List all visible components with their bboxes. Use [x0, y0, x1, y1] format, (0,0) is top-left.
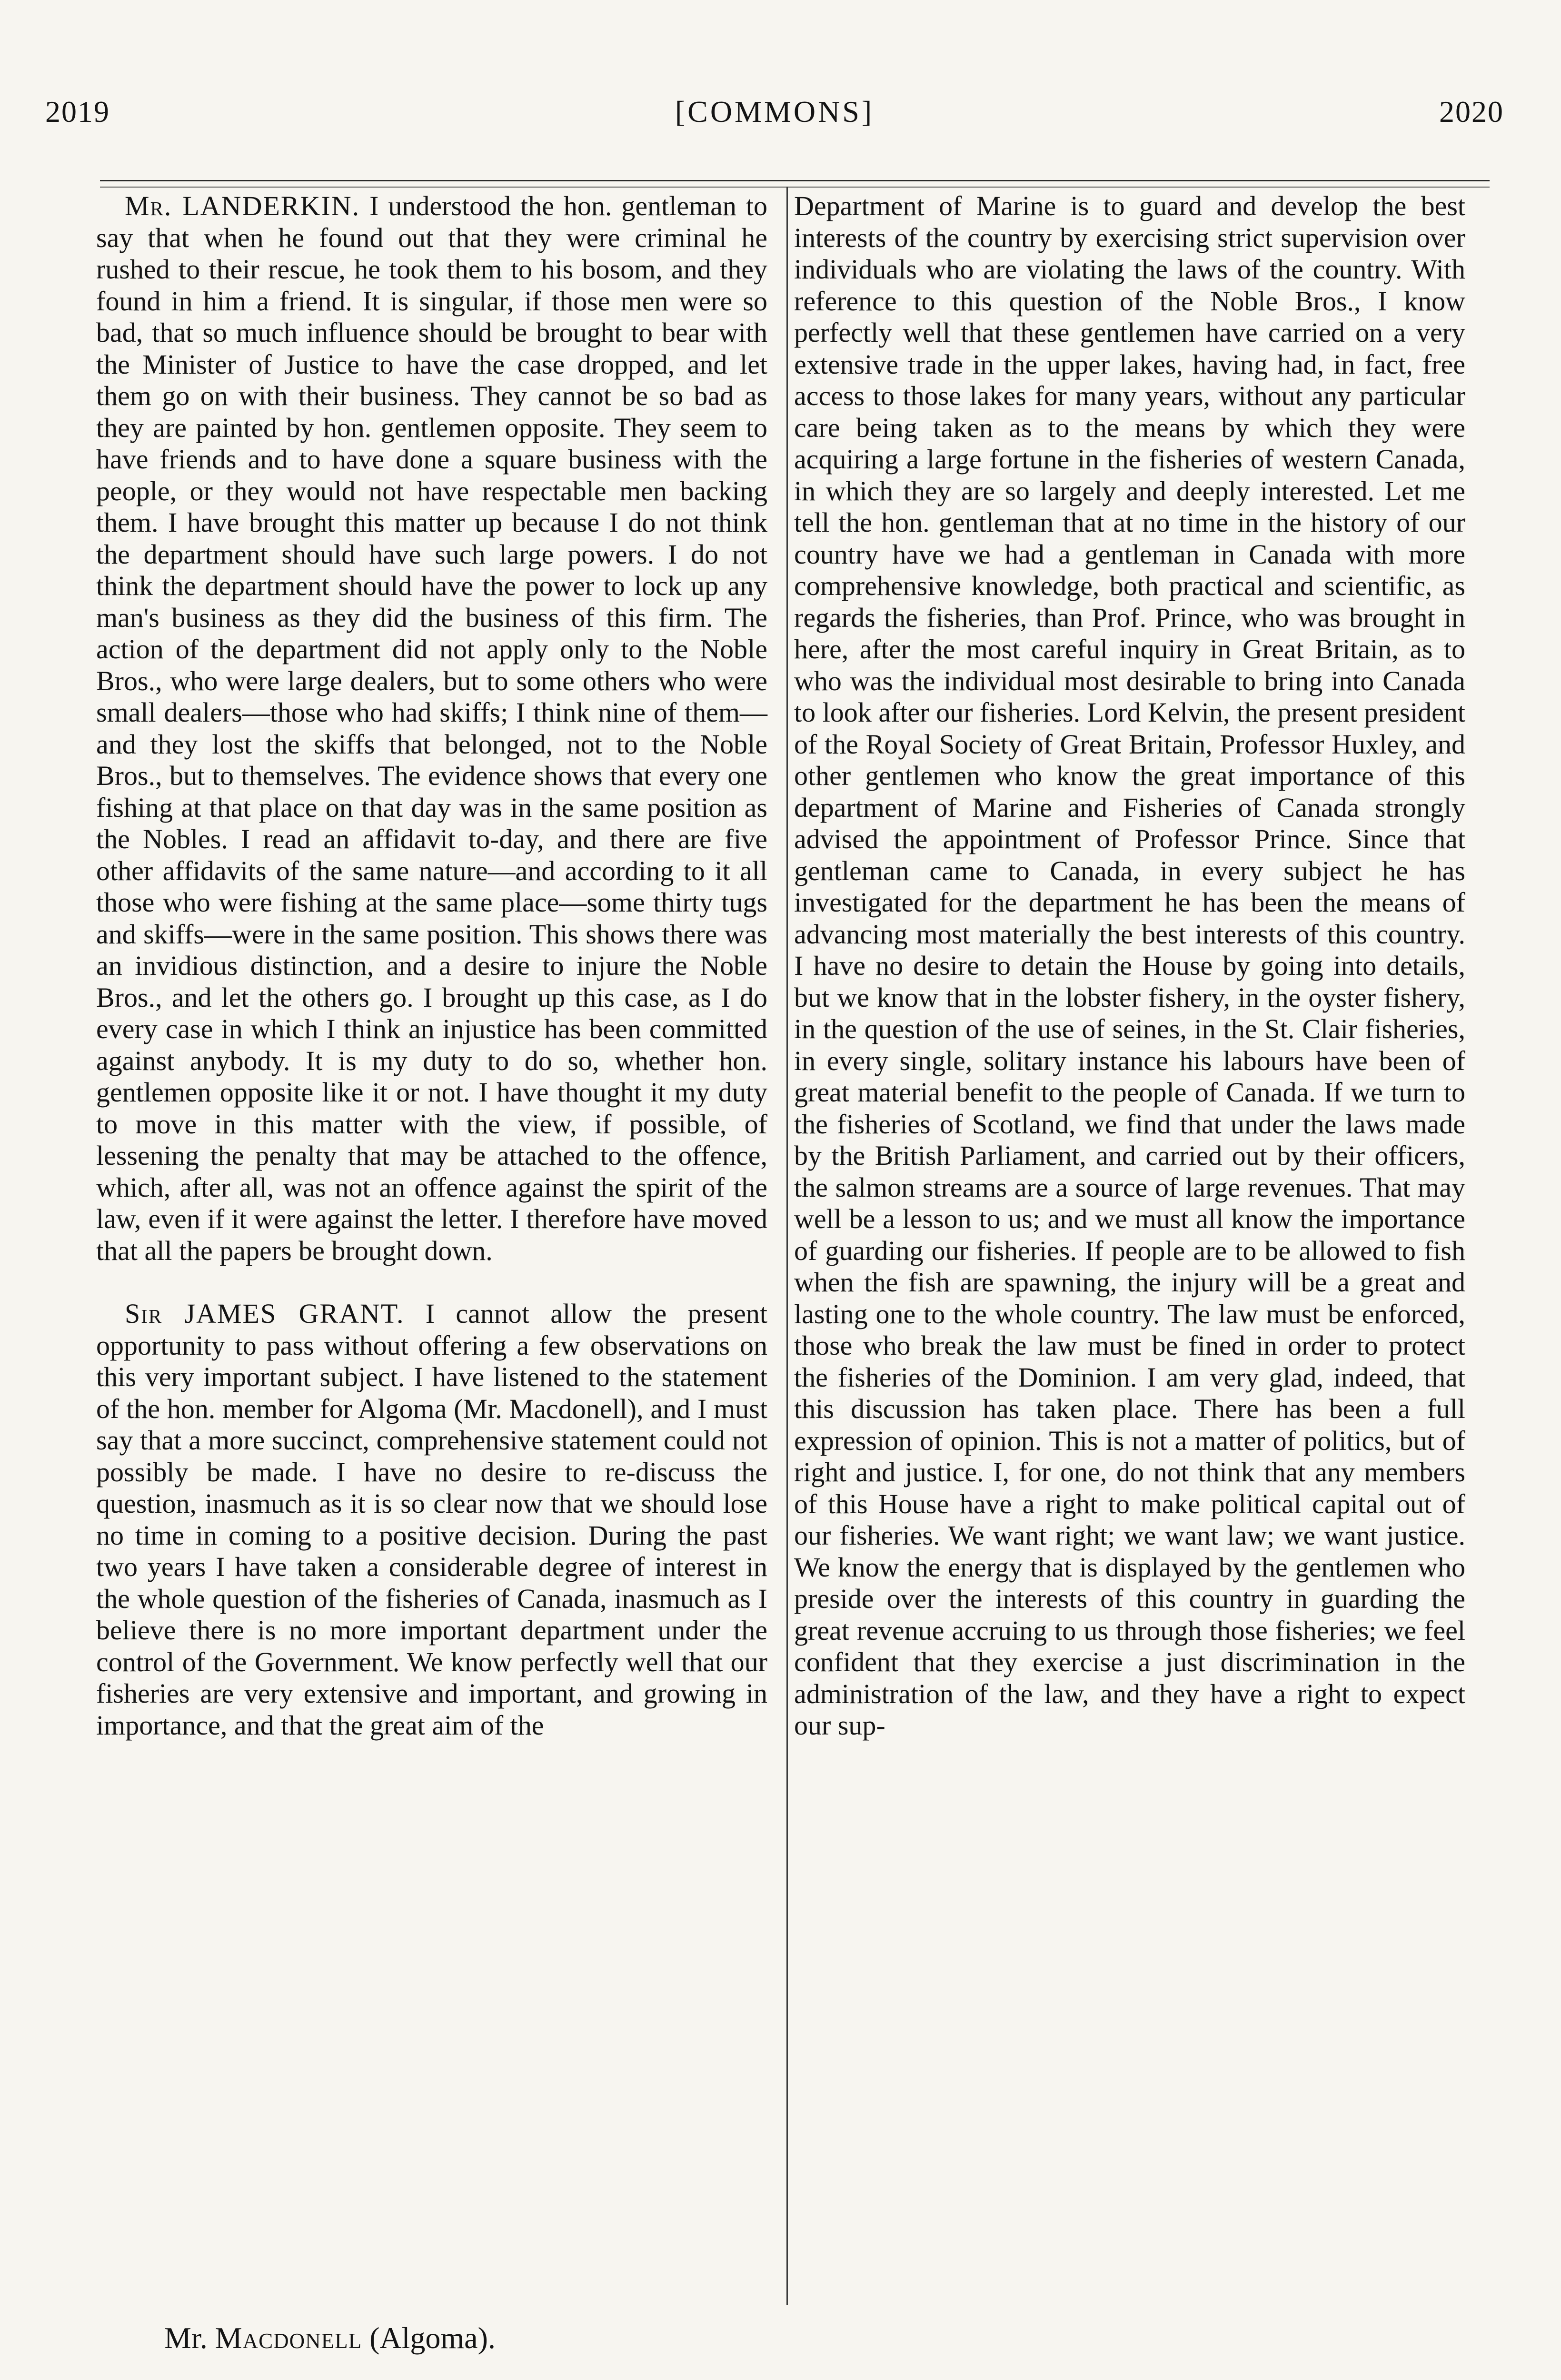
page-header	[45, 93, 1504, 136]
speech-grant	[96, 1298, 767, 1741]
page-number-right: 2020	[1439, 95, 1504, 129]
footer-speaker	[164, 2319, 496, 2357]
footer-speaker-name: Macdonell	[215, 2321, 362, 2355]
header-rule-bottom	[100, 187, 1490, 188]
speech-text: I cannot allow the present opportunity to pass without offering a few observations on this very important subject. I have listened to the statement of the hon. member for Algoma (Mr. Macdonell), and I must say that a more succinct, comprehensive statement could not possibly be made. I have no desire to re-discuss the question, inasmuch as it is so clear now that we should lose no time in coming to a positive decision. During the past two years I have taken a considerable degree of interest in the whole question of the fisheries of Canada, inasmuch as I believe there is no more important department under the control of the Government. We know perfectly well that our fisheries are very extensive and important, and growing in importance, and that the great aim of the	[96, 1298, 768, 1741]
page-title: [COMMONS]	[675, 95, 875, 129]
header-rule-top	[100, 180, 1490, 181]
speaker-name: Sir JAMES GRANT.	[125, 1298, 405, 1329]
speech-grant-continued: Department of Marine is to guard and develop the best interests of the country by exercising strict supervision over individuals who are violating the laws of the country. With reference to this question of the Noble Bros., I know perfectly well that these gentlemen have carried on a very extensive trade in the upper lakes, having had, in fact, free access to those lakes for many years, without any particular care being taken as to the means by which they were acquiring a large fortune in the fisheries of western Canada, in which they are so largely and deeply interested. Let me tell the hon. gentleman that at no time in the history of our country have we had a gentleman in Canada with more comprehensive knowledge, both practical and scientific, as regards the fisheries, than Prof. Prince, who was brought in here, after the most careful inquiry in Great Britain, as to who was the individual most desirable to bring into Canada to look after our fisheries. Lord Kelvin, the present president of the Royal Society of Great Britain, Professor Huxley, and other gentlemen who know the great importance of this department of Marine and Fisheries of Canada strongly advised the appointment of Professor Prince. Since that gentleman came to Canada, in every subject he has investigated for the department he has been the means of advancing most materially the best interests of this country. I have no desire to detain the House by going into details, but we know that in the lobster fishery, in the oyster fishery, in the question of the use of seines, in the St. Clair fisheries, in every single, solitary instance his labours have been of great material benefit to the people of Canada. If we turn to the fisheries of Scotland, we find that under the laws made by the British Parliament, and carried out by their officers, the salmon streams are a source of large revenues. That may well be a lesson to us; and we must all know the importance of guarding our fisheries. If people are to be allowed to fish when the fish are spawning, the injury will be a great and lasting one to the whole country. The law must be enforced, those who break the law must be fined in order to protect the fisheries of the Dominion. I am very glad, indeed, that this discussion has taken place. There has been a full expression of opinion. This is not a matter of politics, but of right and justice. I, for one, do not think that any members of this House have a right to make political capital out of our fisheries. We want right; we want law; we want justice. We know the energy that is displayed by the gentlemen who preside over the interests of this country in guarding the great revenue accruing to us through those fisheries; we feel confident that they exercise a just discrimination in the administration of the law, and they have a right to expect our sup-	[794, 190, 1465, 1741]
left-column	[96, 190, 767, 1741]
column-divider	[786, 187, 788, 2305]
speech-text: I understood the hon. gentleman to say that when he found out that they were criminal he rushed to their rescue, he took them to his bosom, and they found in him a friend. It is singular, if those men were so bad, that so much influence should be brought to bear with the Minister of Justice to have the case dropped, and let them go on with their business. They cannot be so bad as they are painted by hon. gentlemen opposite. They seem to have friends and to have done a square business with the people, or they would not have respectable men backing them. I have brought this matter up because I do not think the department should have such large powers. I do not think the department should have the power to lock up any man's business as they did the business of this firm. The action of the department did not apply only to the Noble Bros., who were large dealers, but to some others who were small dealers—those who had skiffs; I think nine of them—and they lost the skiffs that belonged, not to the Noble Bros., but to themselves. The evidence shows that every one fishing at that place on that day was in the same position as the Nobles. I read an affidavit to-day, and there are five other affidavits of the same nature—and according to it all those who were fishing at the same place—some thirty tugs and skiffs—were in the same position. This shows there was an invidious distinction, and a desire to injure the Noble Bros., and let the others go. I brought up this case, as I do every case in which I think an injustice has been committed against anybody. It is my duty to do so, whether hon. gentlemen opposite like it or not. I have thought it my duty to move in this matter with the view, if possible, of lessening the penalty that may be attached to the offence, which, after all, was not an offence against the spirit of the law, even if it were against the letter. I therefore have moved that all the papers be brought down.	[96, 190, 767, 1266]
speech-landerkin	[96, 190, 767, 1267]
right-column	[794, 190, 1465, 1742]
speaker-name: Mr. LANDERKIN.	[125, 190, 360, 221]
page-number-left: 2019	[45, 95, 110, 129]
footer-speaker-prefix: Mr.	[164, 2321, 215, 2355]
footer-speaker-suffix: (Algoma).	[362, 2321, 496, 2355]
